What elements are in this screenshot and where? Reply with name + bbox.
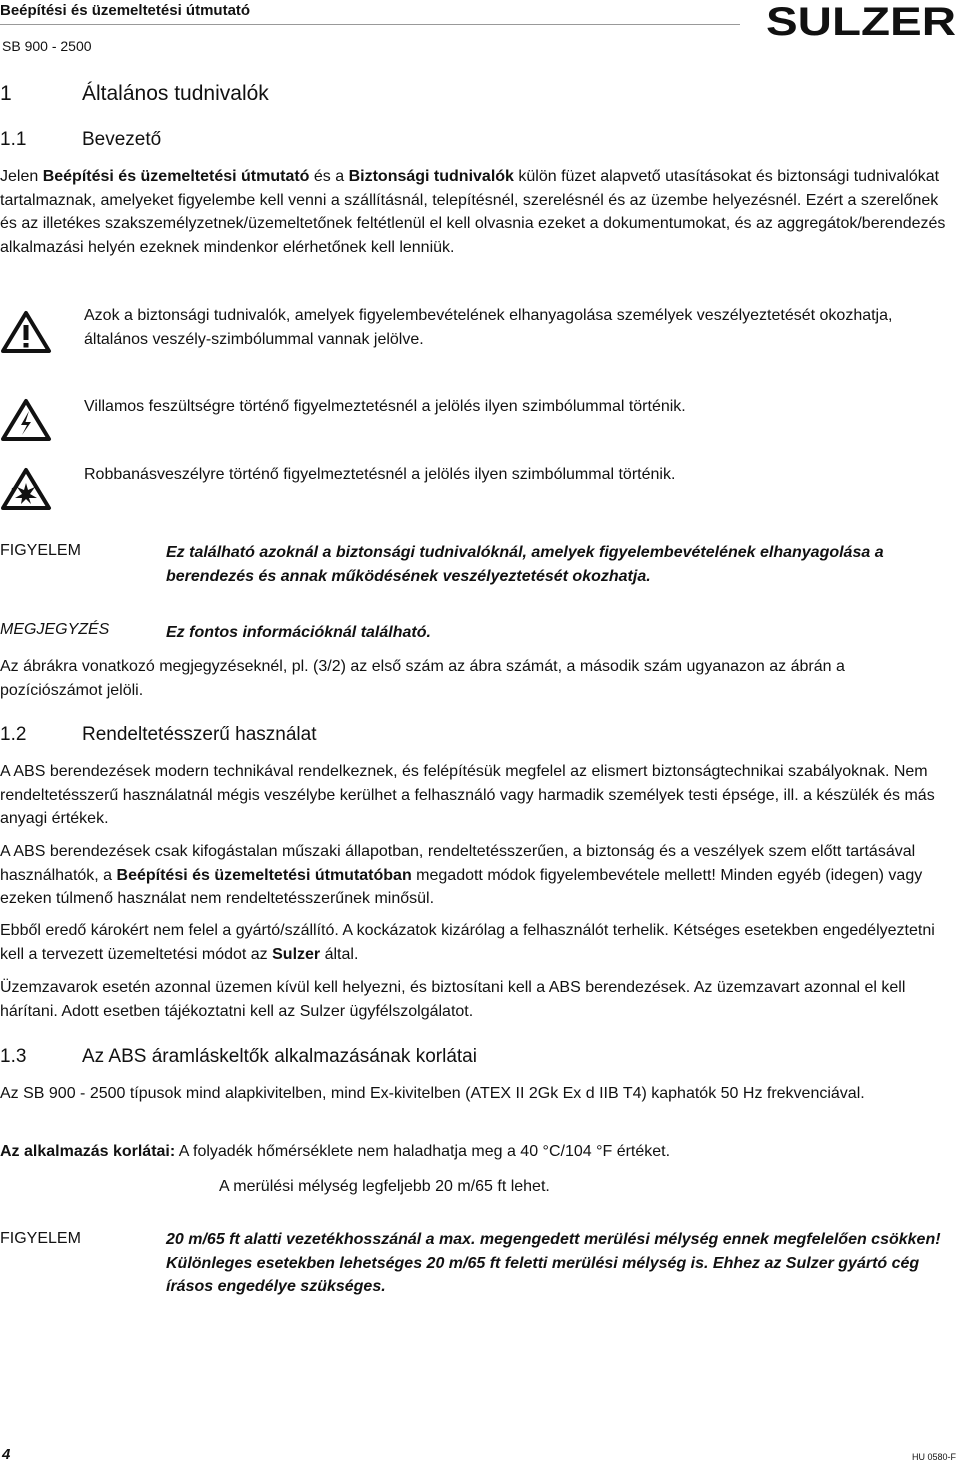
general-danger-icon <box>0 310 52 359</box>
sulzer-logo <box>766 2 958 43</box>
megjegyzes-label: MEGJEGYZÉS <box>0 621 110 638</box>
usage-paragraph-3: Ebből eredő károkért nem felel a gyártó/szállító. A kockázatok kizárólag a felhasználót terhelik. Kétséges esetekben engedélyeztetni kell a tervezett üzemeltetési módot az Sulzer által. <box>0 922 935 963</box>
document-code: HU 0580-F <box>911 1452 956 1462</box>
header-divider <box>0 24 740 25</box>
section-1-heading: 1 Általános tudnivalók <box>0 82 269 105</box>
electric-voltage-text: Villamos feszültségre történő figyelmeztetésnél a jelölés ilyen szimbólummal történik. <box>84 398 686 415</box>
intro-paragraph: Jelen Beépítési és üzemeltetési útmutató és a Biztonsági tudnivalók külön füzet alapvető utasításokat és biztonsági tudnivalókat tartalmaznak, amelyeket figyelembe kell venni a szállításnál, telepítésnél, szerelésnél és az üzembe helyezésnél. Ezért a szerelőnek és az illetékes szakszemélyzetnek/üzemeltetőnek feltétlenül el kell olvasnia ezeket a dokumentumokat, és az aggregátok/berendezés alkalmazási helyén ezeknek mindenkor elérhetőnek kell lenniük. <box>0 168 946 256</box>
page-number: 4 <box>2 1446 11 1463</box>
section-1-3-heading: 1.3 Az ABS áramláskeltők alkalmazásának korlátai <box>0 1046 477 1067</box>
model-label: SB 900 - 2500 <box>2 38 92 54</box>
figyelem-label-2: FIGYELEM <box>0 1230 81 1247</box>
general-danger-text: Azok a biztonsági tudnivalók, amelyek figyelembevételének elhanyagolása személyek veszélyeztetését okozhatja, általános veszély-szimbólummal vannak jelölve. <box>84 307 893 348</box>
figure-note-paragraph: Az ábrákra vonatkozó megjegyzéseknél, pl. (3/2) az első szám az ábra számát, a második szám ugyanazon az ábrán a pozíciószámot jelöli. <box>0 658 845 699</box>
megjegyzes-text: Ez fontos információknál található. <box>166 624 431 641</box>
figyelem-text-2: 20 m/65 ft alatti vezetékhosszánál a max. megengedett merülési mélység ennek megfelelően csökken! Különleges esetekben lehetséges 20 m/65 ft feletti merülési mélység is. Ehhez az Sulzer gyártó cég írásos engedélye szükséges. <box>166 1231 941 1295</box>
electric-voltage-icon <box>0 398 52 447</box>
figyelem-text: Ez található azoknál a biztonsági tudnivalóknál, amelyek figyelembevételének elhanyagolása a berendezés és annak működésének veszélyeztetését okozhatja. <box>166 544 884 585</box>
explosion-text: Robbanásveszélyre történő figyelmeztetésnél a jelölés ilyen szimbólummal történik. <box>84 466 676 483</box>
depth-limit-text: A merülési mélység legfeljebb 20 m/65 ft lehet. <box>219 1178 550 1195</box>
usage-paragraph-2: A ABS berendezések csak kifogástalan műszaki állapotban, rendeltetésszerűen, a biztonság és a veszélyek szem előtt tartásával használhatók, a Beépítési és üzemeltetési útmutatóban megadott módok figyelembevétele mellett! Minden egyéb (idegen) vagy ezeken túlmenő használat nem rendeltetésszerűnek minősül. <box>0 843 923 907</box>
limits-paragraph: Az alkalmazás korlátai: A folyadék hőmérséklete nem haladhatja meg a 40 °C/104 °F értéket. <box>0 1143 671 1160</box>
usage-paragraph-1: A ABS berendezések modern technikával rendelkeznek, és felépítésük megfelel az elismert biztonságtechnikai szabályoknak. Nem rendeltetésszerű használatnál mégis veszélybe kerülhet a felhasználó vagy harmadik személyek testi épsége, ill. a készülék és más anyagi értékek. <box>0 763 935 827</box>
section-1-1-heading: 1.1 Bevezető <box>0 129 162 150</box>
section-1-2-heading: 1.2 Rendeltetésszerű használat <box>0 724 317 745</box>
svg-text:SULZER: SULZER <box>766 2 957 38</box>
document-title: Beépítési és üzemeltetési útmutató <box>0 2 251 19</box>
usage-paragraph-4: Üzemzavarok esetén azonnal üzemen kívül kell helyezni, és biztosítani kell a ABS berendezések. Az üzemzavart azonnal el kell hárítani. Adott esetben tájékoztatni kell az Sulzer ügyfélszolgálatot. <box>0 979 906 1020</box>
explosion-icon <box>0 467 52 516</box>
models-paragraph: Az SB 900 - 2500 típusok mind alapkivitelben, mind Ex-kivitelben (ATEX II 2Gk Ex d IIB T4) kaphatók 50 Hz frekvenciával. <box>0 1085 865 1102</box>
figyelem-label: FIGYELEM <box>0 542 81 559</box>
